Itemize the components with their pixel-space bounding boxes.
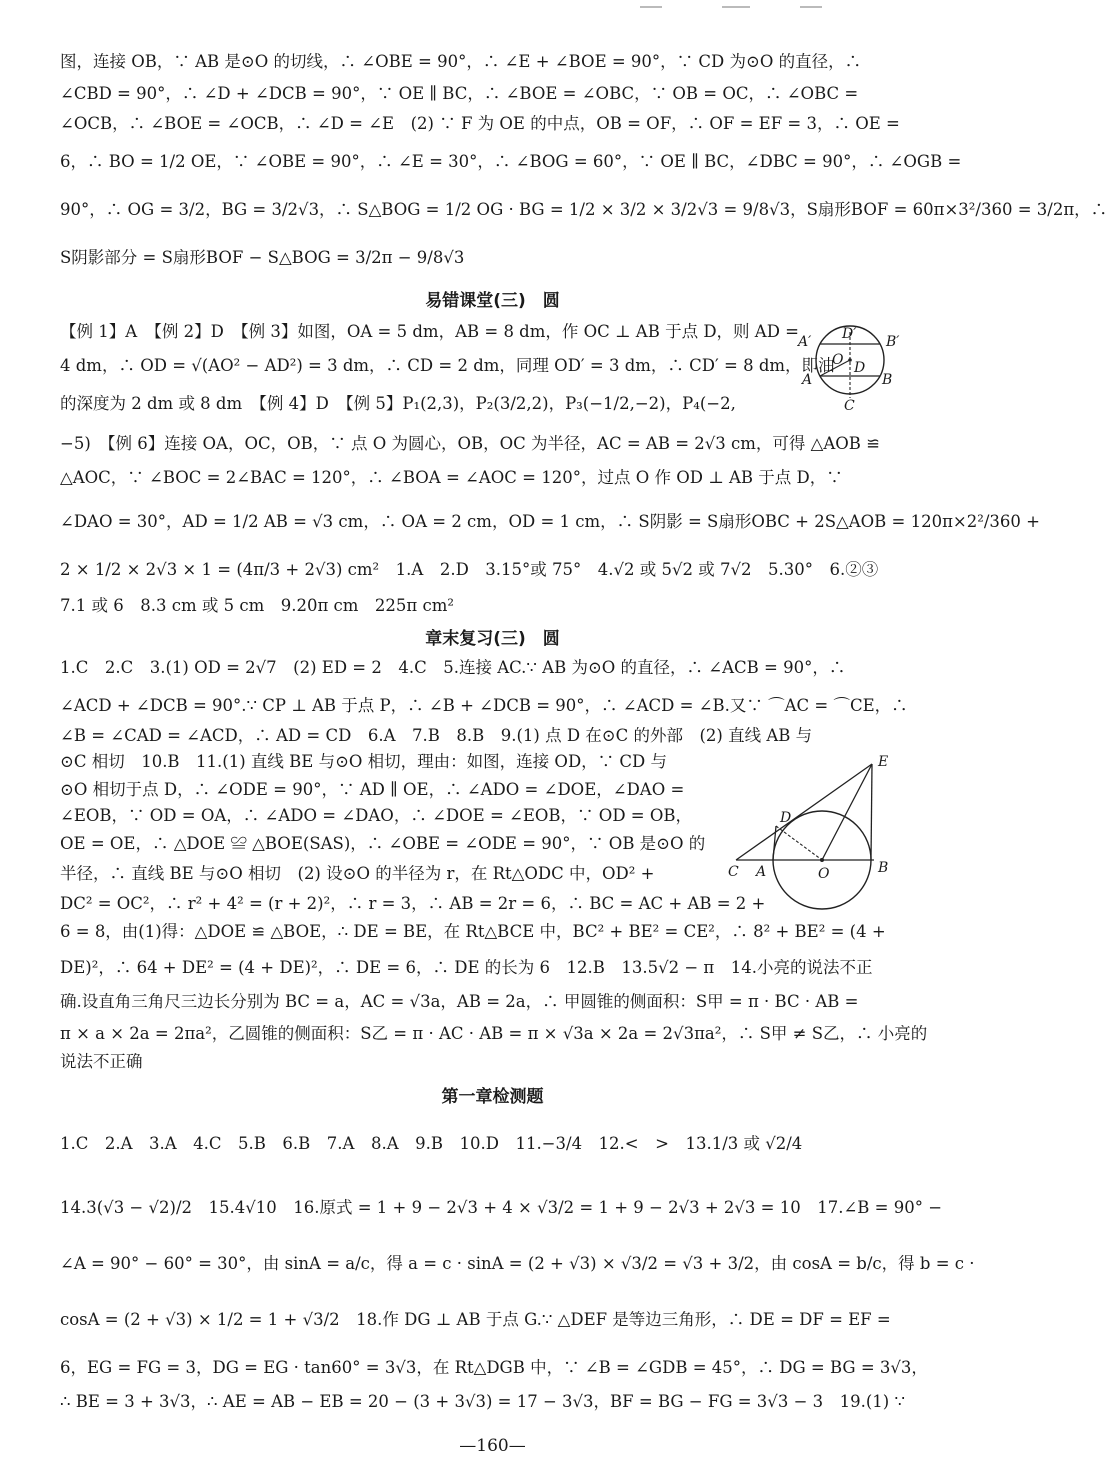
- text-line: 2 × 1/2 × 2√3 × 1 = (4π/3 + 2√3) cm² 1.A 2.D 3.15°或 75° 4.√2 或 5√2 或 7√2 5.30° 6.②③: [60, 560, 879, 579]
- text-line: 1.C 2.C 3.(1) OD = 2√7 (2) ED = 2 4.C 5.连接 AC.∵ AB 为⊙O 的直径，∴ ∠ACB = 90°，∴: [60, 658, 846, 677]
- text-line: 6，∴ BO = 1/2 OE，∵ ∠OBE = 90°，∴ ∠E = 30°，∴ ∠BOG = 60°，∵ OE ∥ BC，∠DBC = 90°，∴ ∠OGB =: [60, 152, 962, 171]
- label-D-prime: D′: [842, 326, 857, 342]
- page-number: —160—: [459, 1436, 526, 1456]
- label-D: D: [780, 810, 792, 826]
- label-C: C: [728, 864, 739, 880]
- text-line: 6 = 8，由(1)得：△DOE ≌ △BOE，∴ DE = BE，在 Rt△BCE 中，BC² + BE² = CE²，∴ 8² + BE² = (4 +: [60, 922, 886, 941]
- label-E: E: [878, 754, 889, 770]
- label-O: O: [818, 866, 830, 882]
- text-line: DE)²，∴ 64 + DE² = (4 + DE)²，∴ DE = 6，∴ DE 的长为 6 12.B 13.5√2 − π 14.小亮的说法不正: [60, 958, 873, 977]
- text-line: ∴ BE = 3 + 3√3，∴ AE = AB − EB = 20 − (3 + 3√3) = 17 − 3√3，BF = BG − FG = 3√3 − 3 19.(1) ∵: [60, 1392, 905, 1411]
- circle-chord-figure: [796, 322, 912, 414]
- text-line: ∠CBD = 90°，∴ ∠D + ∠DCB = 90°，∵ OE ∥ BC，∴ ∠BOE = ∠OBC，∵ OB = OC，∴ ∠OBC =: [60, 84, 859, 103]
- text-line: ⊙O 相切于点 D，∴ ∠ODE = 90°，∵ AD ∥ OE，∴ ∠ADO = ∠DOE，∠DAO =: [60, 780, 685, 799]
- text-line: OE = OE，∴ △DOE ≌ △BOE(SAS)，∴ ∠OBE = ∠ODE = 90°，∵ OB 是⊙O 的: [60, 834, 706, 853]
- text-line: 图，连接 OB，∵ AB 是⊙O 的切线，∴ ∠OBE = 90°，∴ ∠E + ∠BOE = 90°，∵ CD 为⊙O 的直径，∴: [60, 52, 862, 71]
- text-line: 90°，∴ OG = 3/2，BG = 3/2√3，∴ S△BOG = 1/2 OG · BG = 1/2 × 3/2 × 3/2√3 = 9/8√3，S扇形BOF = 60π×3²/360 = 3/2π，∴: [60, 200, 1107, 219]
- text-line: π × a × 2a = 2πa²，乙圆锥的侧面积：S乙 = π · AC · AB = π × √3a × 2a = 2√3πa²，∴ S甲 ≠ S乙，∴ 小亮的: [60, 1024, 928, 1043]
- text-line: ⊙C 相切 10.B 11.(1) 直线 BE 与⊙O 相切，理由：如图，连接 OD，∵ CD 与: [60, 752, 668, 771]
- text-line: 6，EG = FG = 3，DG = EG · tan60° = 3√3，在 Rt△DGB 中，∵ ∠B = ∠GDB = 45°，∴ DG = BG = 3√3，: [60, 1358, 928, 1377]
- label-A: A: [802, 372, 813, 388]
- label-C: C: [844, 398, 855, 414]
- scan-mark: [722, 6, 750, 8]
- scan-mark: [640, 6, 662, 8]
- text-line: ∠OCB，∴ ∠BOE = ∠OCB，∴ ∠D = ∠E (2) ∵ F 为 OE 的中点，OB = OF，∴ OF = EF = 3，∴ OE =: [60, 114, 900, 133]
- section-heading: 第一章检测题: [441, 1087, 544, 1107]
- text-line: S阴影部分 = S扇形BOF − S△BOG = 3/2π − 9/8√3: [60, 248, 465, 267]
- text-line: 14.3(√3 − √2)/2 15.4√10 16.原式 = 1 + 9 − 2√3 + 4 × √3/2 = 1 + 9 − 2√3 + 2√3 = 10 17.∠B = 90° −: [60, 1198, 943, 1217]
- text-line: DC² = OC²，∴ r² + 4² = (r + 2)²，∴ r = 3，∴ AB = 2r = 6，∴ BC = AC + AB = 2 +: [60, 894, 766, 913]
- text-line: △AOC，∵ ∠BOC = 2∠BAC = 120°，∴ ∠BOA = ∠AOC = 120°，过点 O 作 OD ⊥ AB 于点 D，∵: [60, 468, 843, 487]
- text-line: ∠A = 90° − 60° = 30°，由 sinA = a/c，得 a = c · sinA = (2 + √3) × √3/2 = √3 + 3/2，由 cosA = b/c，得 b = c ·: [60, 1254, 975, 1273]
- label-A: A: [756, 864, 767, 880]
- text-line: 4 dm，∴ OD = √(AO² − AD²) = 3 dm，∴ CD = 2 dm，同理 OD′ = 3 dm，∴ CD′ = 8 dm，即油: [60, 356, 835, 375]
- section-heading: 章末复习(三) 圆: [425, 629, 560, 649]
- label-B: B: [882, 372, 893, 388]
- label-D: D: [854, 360, 866, 376]
- text-line: cosA = (2 + √3) × 1/2 = 1 + √3/2 18.作 DG ⊥ AB 于点 G.∵ △DEF 是等边三角形，∴ DE = DF = EF =: [60, 1310, 891, 1329]
- label-B-prime: B′: [886, 334, 900, 350]
- text-line: 说法不正确: [60, 1052, 143, 1071]
- label-A-prime: A′: [798, 334, 812, 350]
- section-heading: 易错课堂(三) 圆: [425, 291, 560, 311]
- tangent-circle-figure: [722, 750, 902, 946]
- text-line: 1.C 2.A 3.A 4.C 5.B 6.B 7.A 8.A 9.B 10.D 11.−3/4 12.< > 13.1/3 或 √2/4: [60, 1134, 803, 1153]
- text-line: ∠EOB，∵ OD = OA，∴ ∠ADO = ∠DAO，∴ ∠DOE = ∠EOB，∵ OD = OB，: [60, 806, 693, 825]
- text-line: 的深度为 2 dm 或 8 dm 【例 4】D 【例 5】P₁(2,3)，P₂(3/2,2)，P₃(−1/2,−2)，P₄(−2,: [60, 394, 736, 413]
- label-B: B: [878, 860, 889, 876]
- text-line: −5) 【例 6】连接 OA，OC，OB，∵ 点 O 为圆心，OB，OC 为半径，AC = AB = 2√3 cm，可得 △AOB ≌: [60, 434, 880, 453]
- text-line: 确.设直角三角尺三边长分别为 BC = a，AC = √3a，AB = 2a，∴ 甲圆锥的侧面积：S甲 = π · BC · AB =: [60, 992, 859, 1011]
- text-line: 半径，∴ 直线 BE 与⊙O 相切 (2) 设⊙O 的半径为 r，在 Rt△ODC 中，OD² +: [60, 864, 655, 883]
- text-line: ∠ACD + ∠DCB = 90°.∵ CP ⊥ AB 于点 P，∴ ∠B + ∠DCB = 90°，∴ ∠ACD = ∠B.又∵ ⌒AC = ⌒CE，∴: [60, 696, 908, 715]
- label-O: O: [832, 352, 844, 368]
- text-line: 7.1 或 6 8.3 cm 或 5 cm 9.20π cm 225π cm²: [60, 596, 455, 615]
- text-line: 【例 1】A 【例 2】D 【例 3】如图，OA = 5 dm，AB = 8 dm，作 OC ⊥ AB 于点 D，则 AD =: [60, 322, 800, 341]
- text-line: ∠DAO = 30°，AD = 1/2 AB = √3 cm，∴ OA = 2 cm，OD = 1 cm，∴ S阴影 = S扇形OBC + 2S△AOB = 120π×2²/360 +: [60, 512, 1040, 531]
- scan-mark: [800, 6, 822, 8]
- text-line: ∠B = ∠CAD = ∠ACD，∴ AD = CD 6.A 7.B 8.B 9.(1) 点 D 在⊙C 的外部 (2) 直线 AB 与: [60, 726, 813, 745]
